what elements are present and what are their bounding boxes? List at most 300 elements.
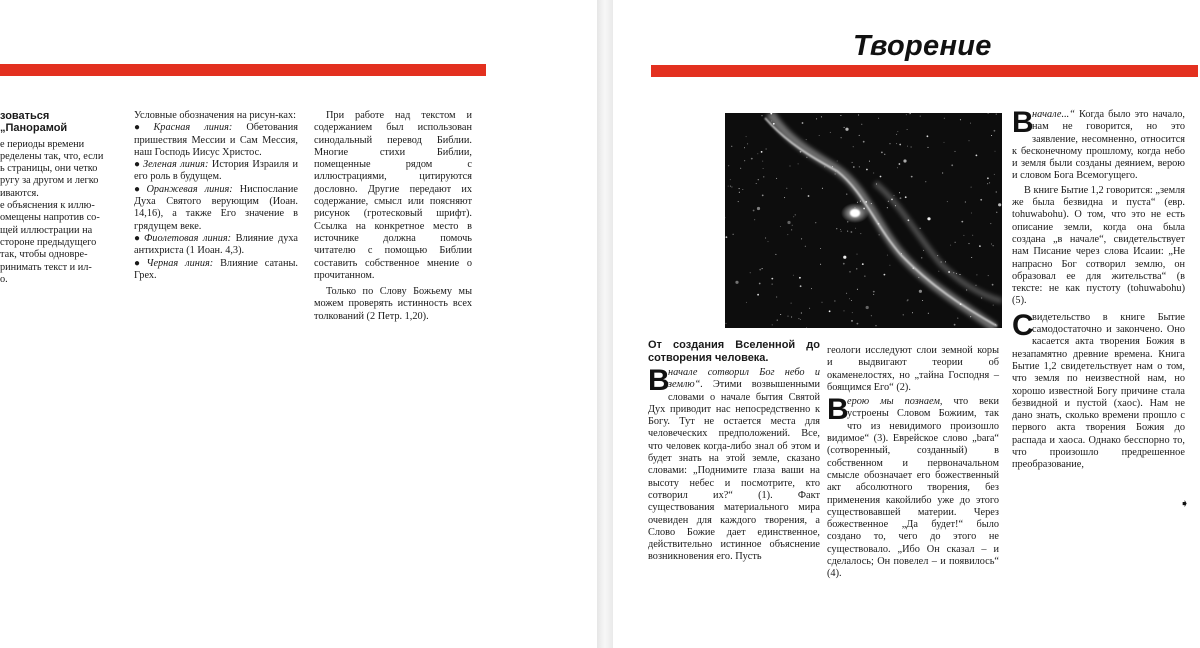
star <box>844 310 845 311</box>
star <box>847 231 848 232</box>
left-col1-line: е периоды времени <box>0 138 85 150</box>
star <box>820 248 821 249</box>
star <box>987 177 989 179</box>
star <box>822 188 823 189</box>
star <box>763 176 764 177</box>
legend-label: Красная линия: <box>153 122 233 134</box>
section-subheading: От создания Вселенной до сотворения человека. <box>648 339 820 364</box>
star <box>765 238 766 239</box>
left-col1-line: ругу за другом и легко <box>0 175 99 187</box>
star <box>970 316 971 317</box>
star <box>858 115 859 116</box>
star <box>798 318 799 319</box>
page-title: Творение <box>853 30 992 62</box>
star <box>927 135 929 137</box>
star <box>908 219 910 221</box>
paragraph-genesis: В книге Бытие 1,2 говорится: „земля же была безвидна и пуста“ (евр. tohuwabohu). О том, что это не есть описание земли, когда она была создана „в начале“, свидетельствует нам Писание через слова Исаии: „Не напрасно Бог сотворил землю, он образовал ее для жительства“ (в тексте: не как пустоту (tohuwabohu) (5). <box>1012 184 1185 307</box>
dropcap: С <box>1012 308 1034 342</box>
star <box>853 146 854 147</box>
star <box>762 195 764 197</box>
star <box>971 257 972 258</box>
book-gutter <box>597 0 613 648</box>
star <box>925 181 926 182</box>
star <box>862 263 864 265</box>
star <box>801 313 802 314</box>
star <box>771 278 773 280</box>
star <box>757 153 758 154</box>
star <box>887 207 888 208</box>
legend-item-green <box>134 159 298 184</box>
star <box>820 264 821 265</box>
star <box>800 151 802 153</box>
star <box>843 256 846 259</box>
left-col1-line: е объяснения к иллю- <box>0 200 95 212</box>
star <box>901 253 902 254</box>
star <box>832 166 833 167</box>
star <box>903 314 904 315</box>
star <box>980 199 982 201</box>
star <box>906 114 907 115</box>
star <box>731 187 732 188</box>
star <box>846 194 847 195</box>
star <box>730 179 731 180</box>
star <box>802 122 804 124</box>
quote-start: начале...“ <box>1032 109 1075 120</box>
star <box>793 275 794 276</box>
right-red-rule <box>651 65 1198 77</box>
star <box>884 154 885 155</box>
star <box>972 235 973 236</box>
star <box>907 300 908 301</box>
star <box>829 310 831 312</box>
legend-text: История Израиля и его роль в будущем. <box>134 159 298 183</box>
star <box>851 320 853 322</box>
star <box>911 147 912 148</box>
star <box>941 262 942 263</box>
star <box>835 174 836 175</box>
star <box>847 221 848 222</box>
star <box>728 165 729 166</box>
star <box>840 229 841 230</box>
star <box>822 302 823 303</box>
star <box>819 135 820 136</box>
star <box>861 124 862 125</box>
star <box>746 136 747 137</box>
star <box>953 272 954 273</box>
star <box>895 205 896 206</box>
left-col1-line: так, чтобы одновре- <box>0 249 88 261</box>
star <box>851 231 853 233</box>
star <box>903 159 906 162</box>
star <box>889 265 890 266</box>
star <box>744 147 745 148</box>
star <box>976 274 977 275</box>
star <box>950 245 951 246</box>
star <box>758 179 759 180</box>
star <box>865 201 867 203</box>
star <box>726 323 727 324</box>
star <box>944 142 945 143</box>
star <box>910 113 911 114</box>
star <box>864 276 865 277</box>
star <box>850 271 851 272</box>
left-column-1 <box>0 110 117 286</box>
star <box>757 207 760 210</box>
left-col1-line: ределены так, что, если <box>0 150 104 162</box>
left-col1-line: ринимать текст и ил- <box>0 261 92 273</box>
star <box>843 263 845 265</box>
star <box>801 238 802 239</box>
star <box>881 152 883 154</box>
star <box>887 255 888 256</box>
star <box>742 189 743 190</box>
star <box>762 115 763 116</box>
star <box>791 229 792 230</box>
star <box>994 130 996 132</box>
star <box>768 241 769 242</box>
star <box>780 314 781 315</box>
star <box>808 195 810 197</box>
left-page <box>0 0 597 648</box>
star <box>995 151 996 152</box>
star <box>776 297 777 298</box>
paragraph-body: Этими возвышенными словами о начале бытия Святой Дух приводит нас непосредственно к Богу. Тут не остается места для человеческих предположений. Все, что человек когда-либо знал об этом и будет знать на этой земле, сказано словами: „Поднимите глаза ваши на высоту небес и посмотрите, кто сотворил их?“ (1). Факт существования материального мира очевиден для каждого творения, а Слово Божие дает единственное, действительно истинное объяснение возникновения его. Пусть <box>648 379 820 563</box>
paragraph-testimony <box>1012 308 1185 472</box>
left-col1-line: омещены напротив со- <box>0 212 100 224</box>
paragraph-creation <box>648 364 820 564</box>
star <box>830 132 831 133</box>
star <box>987 183 988 184</box>
dropcap: В <box>827 393 849 427</box>
star <box>994 174 995 175</box>
star <box>965 202 966 203</box>
left-col1-line: стороне предыдущего <box>0 236 97 248</box>
star <box>788 316 789 317</box>
star <box>863 208 865 210</box>
paragraph-geology: геологи исследуют слои земной коры и выдвигают теории об окаменелостях, но „тайна Господня – боящимся Его“ (2). <box>827 345 999 393</box>
star <box>992 284 994 286</box>
star <box>899 144 901 146</box>
star <box>798 163 799 164</box>
paragraph-body: Когда было это начало, нам не говорится, но это заявление, несомненно, относится к бесконечному прошлому, когда небо и земля были созданы деянием, верою и словом Бога Всемогущего. <box>1012 109 1185 182</box>
star <box>855 228 856 229</box>
legend-intro: Условные обозначения на рисун-ках: <box>134 110 296 121</box>
star <box>927 217 930 220</box>
star <box>772 324 773 325</box>
star <box>859 135 860 136</box>
star <box>775 254 776 255</box>
star <box>857 202 858 203</box>
star <box>805 246 806 247</box>
star <box>993 305 994 306</box>
star <box>976 155 978 157</box>
star <box>969 243 970 244</box>
star <box>855 207 856 208</box>
star <box>787 234 788 235</box>
star <box>740 168 741 169</box>
star <box>937 255 938 256</box>
star <box>824 166 825 167</box>
star <box>971 187 972 188</box>
star <box>841 137 842 138</box>
legend-item-violet <box>134 233 298 258</box>
star <box>800 319 801 320</box>
star <box>809 308 810 309</box>
star <box>876 325 877 326</box>
left-col1-heading: зоваться „Панорамой <box>0 110 68 135</box>
right-column-1 <box>648 339 820 564</box>
paragraph-body: видетельство в книге Бытие самодостаточно и закончено. Оно касается акта творения Божия в незапамятно древние времена. Книга Бытие 1,2 свидетельствует нам о том, что земля по неизвестной нам, но хорошо известной Богу причине стала безвидной и пустой (хаос). Нам не дано знать, сколько времени прошло с первого акта творения Божия до распада и хаоса. Однако бесспорно то, что произошло предрешенное преобразование, <box>1012 311 1185 471</box>
star <box>735 281 738 284</box>
star <box>995 324 996 325</box>
bullet-icon: ● <box>134 122 152 134</box>
star <box>754 219 755 220</box>
star <box>969 140 970 141</box>
star <box>759 283 761 285</box>
star <box>991 135 992 136</box>
right-column-2 <box>827 345 999 581</box>
dropcap: В <box>648 364 670 397</box>
star <box>905 196 907 198</box>
paragraph-faith <box>827 393 1000 580</box>
star <box>746 302 747 303</box>
verification-note: Только по Слову Божьему мы можем проверять истинность всех толкований (2 Петр. 1,20). <box>314 286 472 322</box>
star <box>989 182 990 183</box>
star <box>835 171 836 172</box>
continue-arrow-icon: ➧ <box>1180 498 1190 510</box>
star <box>942 173 943 174</box>
left-red-rule <box>0 64 486 76</box>
star <box>799 277 801 279</box>
star <box>792 225 793 226</box>
legend-item-red <box>134 122 298 159</box>
star <box>821 116 822 117</box>
star <box>976 285 977 286</box>
star <box>844 127 845 128</box>
star <box>894 195 895 196</box>
star <box>857 289 858 290</box>
star <box>944 118 945 119</box>
star <box>961 221 963 223</box>
star <box>998 203 1001 206</box>
star <box>860 201 861 202</box>
star <box>907 300 908 301</box>
star <box>922 300 923 301</box>
star <box>756 183 757 184</box>
star <box>787 221 790 224</box>
bullet-icon: ● <box>134 183 145 195</box>
star <box>806 157 807 158</box>
star <box>857 254 858 255</box>
star <box>726 236 728 238</box>
star <box>772 284 773 285</box>
star <box>762 268 763 269</box>
paragraph-body: что веки устроены Словом Божиим, так что из невидимого произошло видимое“ (3). Еврейское слово „bara“ (сотворенный, созданный) в собственном и первоначальном смысле обозначает его божественный акт абсолютного творения, без применения какойлибо уже до этого существовавшей материи. Через божественное „Да будет!“ было создано то, чего до этого не существовало. „Ибо Он сказал – и сделалось; Он повелел – и появилось“ (4). <box>827 396 1000 580</box>
star <box>776 178 777 179</box>
paragraph-beginning <box>1012 106 1185 183</box>
star <box>762 161 763 162</box>
star <box>899 163 901 165</box>
quote-start: ерою мы познаем, <box>847 396 943 408</box>
star <box>971 213 972 214</box>
legend-label: Фиолетовая линия: <box>144 232 232 244</box>
legend-label: Зеленая линия: <box>142 159 209 171</box>
star <box>878 223 880 225</box>
legend-text: Обетования пришествия Мессии и Сам Мессия, наш Господь Иисус Христос. <box>134 122 299 158</box>
legend-item-orange <box>134 184 298 233</box>
legend-label: Оранжевая линия: <box>146 183 233 195</box>
star <box>784 197 785 198</box>
star <box>896 134 897 135</box>
star <box>897 167 898 168</box>
star <box>786 188 787 189</box>
star <box>730 186 731 187</box>
star <box>912 267 914 269</box>
legend-column <box>134 110 298 282</box>
star <box>761 151 763 153</box>
star <box>871 315 872 316</box>
star <box>780 226 781 227</box>
star <box>938 271 939 272</box>
star <box>888 201 889 202</box>
star <box>853 166 855 168</box>
star <box>753 210 755 212</box>
bullet-icon: ● <box>134 159 141 171</box>
star <box>866 169 868 171</box>
legend-text: Влияние духа антихриста (1 Иоан. 4,3). <box>134 232 298 257</box>
star <box>876 184 877 185</box>
star <box>991 244 992 245</box>
star <box>911 176 913 178</box>
left-col1-line: иваются. <box>0 187 39 199</box>
star <box>947 201 948 202</box>
star <box>873 294 874 295</box>
star <box>836 228 837 229</box>
star <box>907 129 908 130</box>
star <box>739 192 740 193</box>
star <box>795 214 796 215</box>
star <box>871 203 872 204</box>
star <box>873 291 875 293</box>
star <box>928 313 929 314</box>
star <box>899 192 900 193</box>
star <box>840 115 841 116</box>
star <box>866 306 869 309</box>
star <box>846 293 847 294</box>
translation-note: При работе над текстом и содержанием был использован синодальный перевод Библии. Многие стихи Библии, помещенные рядом с иллюстрациями, цитируются дословно. Другие передают их содержание, смысл или поясняют рисунок (гротесковый шрифт). Ссылка на конкретное место в источнике должна помочь читателю с помощью Библии составить собственное мнение о прочитанном. <box>314 110 472 281</box>
star <box>744 160 745 161</box>
star <box>970 123 971 124</box>
star <box>912 312 913 313</box>
left-col1-line: ь страницы, они четко <box>0 163 98 175</box>
star <box>860 233 861 234</box>
star <box>806 139 807 140</box>
starfield-image <box>725 113 1002 328</box>
star <box>771 121 772 122</box>
star <box>793 216 794 217</box>
star <box>845 128 848 131</box>
star <box>960 303 962 305</box>
star <box>957 318 958 319</box>
star <box>773 123 775 125</box>
star <box>791 303 792 304</box>
star <box>921 257 922 258</box>
dropcap: В <box>1012 106 1034 139</box>
star <box>955 242 956 243</box>
star <box>777 320 778 321</box>
star <box>728 186 729 187</box>
star <box>996 114 997 115</box>
star <box>852 162 853 163</box>
star <box>923 250 924 251</box>
legend-item-black <box>134 258 298 283</box>
star <box>763 168 764 169</box>
star <box>900 197 902 199</box>
star <box>996 192 997 193</box>
star <box>791 317 792 318</box>
legend-text: Влияние сатаны. Грех. <box>134 257 298 281</box>
right-page <box>613 0 1200 648</box>
star <box>859 166 860 167</box>
star <box>920 116 921 117</box>
star <box>988 275 989 276</box>
star <box>750 272 751 273</box>
star <box>811 288 812 289</box>
bullet-icon: ● <box>134 232 143 244</box>
star <box>856 268 857 269</box>
star <box>954 324 956 326</box>
star <box>951 164 953 166</box>
star <box>928 147 929 148</box>
star <box>907 146 908 147</box>
star <box>896 143 897 144</box>
star <box>990 223 991 224</box>
star <box>878 118 879 119</box>
legend-text: Ниспослание Духа Святого верующим (Иоан. 14,16), а также Его значение в грядущем веке. <box>134 183 299 232</box>
star <box>955 151 956 152</box>
star <box>815 222 816 223</box>
star <box>759 269 761 271</box>
star <box>849 298 850 299</box>
star <box>981 298 982 299</box>
star <box>837 161 838 162</box>
star <box>909 113 910 114</box>
star <box>747 143 748 144</box>
left-col1-line: щей иллюстрации на <box>0 224 93 236</box>
star <box>841 231 842 232</box>
right-column-3 <box>1012 106 1185 472</box>
star <box>963 235 964 236</box>
star <box>731 146 732 147</box>
star <box>948 271 950 273</box>
bullet-icon: ● <box>134 257 145 269</box>
star <box>863 141 865 143</box>
star <box>960 119 961 120</box>
star <box>918 277 919 278</box>
star <box>945 261 946 262</box>
star <box>966 290 967 291</box>
star <box>919 290 922 293</box>
star <box>738 201 739 202</box>
left-column-3 <box>314 110 472 323</box>
star <box>956 273 957 274</box>
star <box>869 161 870 162</box>
star <box>960 274 961 275</box>
star <box>801 188 802 189</box>
star <box>857 323 859 325</box>
star <box>979 245 981 247</box>
star <box>757 294 759 296</box>
